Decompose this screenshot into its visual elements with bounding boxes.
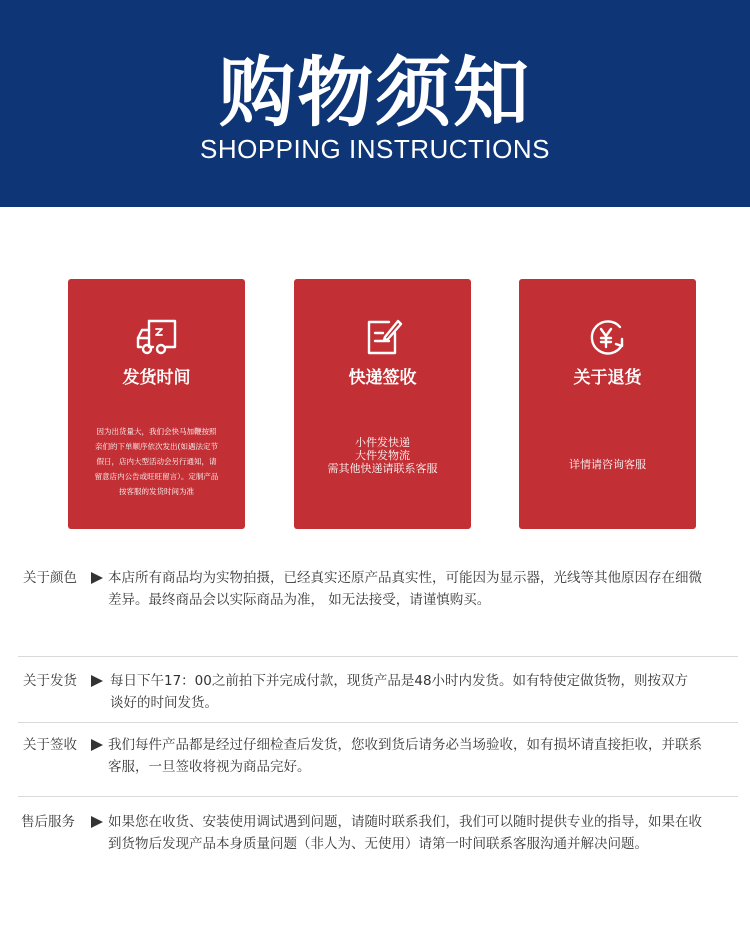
info-text bbox=[108, 811, 744, 855]
card-text-line: 亲们的下单顺序依次发出(如遇法定节 bbox=[95, 442, 218, 451]
info-label: 售后服务 bbox=[21, 814, 75, 830]
card-text-line: 小件发快递 bbox=[355, 436, 410, 449]
info-text-line: 每日下午17：00之前拍下并完成付款，现货产品是48小时内发货。如有特使定做货物，则按双方 bbox=[110, 673, 689, 689]
truck-icon bbox=[68, 317, 245, 361]
yen-refund-icon bbox=[519, 317, 696, 361]
header-banner bbox=[0, 0, 750, 207]
play-arrow-icon bbox=[91, 675, 103, 687]
card-title: 发货时间 bbox=[122, 368, 191, 388]
card-description bbox=[529, 458, 686, 471]
divider bbox=[18, 656, 738, 657]
info-text-line: 客服，一旦签收将视为商品完好。 bbox=[108, 759, 311, 775]
page-title: 购物须知 bbox=[219, 48, 531, 137]
info-text-line: 本店所有商品均为实物拍摄，已经真实还原产品真实性，可能因为显示器，光线等其他原因存在细微 bbox=[108, 570, 702, 586]
card-text-line: 大件发物流 bbox=[355, 449, 410, 462]
info-label: 关于签收 bbox=[23, 737, 77, 753]
info-text-line: 差异。最终商品会以实际商品为准， 如无法接受，请谨慎购买。 bbox=[108, 592, 491, 608]
play-arrow-icon bbox=[91, 572, 103, 584]
info-text bbox=[108, 734, 744, 778]
card-text-line: 因为出货量大，我们会快马加鞭按照 bbox=[96, 427, 217, 436]
info-text bbox=[108, 567, 744, 611]
card-returns bbox=[519, 279, 696, 529]
card-title: 快递签收 bbox=[348, 368, 417, 388]
edit-document-icon bbox=[294, 317, 471, 361]
info-text-line: 到货物后发现产品本身质量问题（非人为、无使用）请第一时间联系客服沟通并解决问题。 bbox=[108, 836, 648, 852]
card-text-line: 假日，店内大型活动会另行通知，请 bbox=[96, 457, 217, 466]
page-subtitle: SHOPPING INSTRUCTIONS bbox=[200, 134, 550, 164]
card-text-line: 需其他快递请联系客服 bbox=[327, 462, 438, 475]
info-label: 关于发货 bbox=[23, 673, 77, 689]
divider bbox=[18, 722, 738, 723]
info-text bbox=[110, 670, 744, 714]
info-label: 关于颜色 bbox=[23, 570, 77, 586]
card-description bbox=[78, 424, 235, 499]
info-text-line: 如果您在收货、安装使用调试遇到问题，请随时联系我们，我们可以随时提供专业的指导，如果在收 bbox=[108, 814, 702, 830]
card-text-line: 留意店内公告或旺旺留言）。定制产品 bbox=[94, 472, 219, 481]
card-text-line: 按客服的发货时间为准 bbox=[119, 487, 194, 496]
divider bbox=[18, 796, 738, 797]
info-text-line: 我们每件产品都是经过仔细检查后发货，您收到货后请务必当场验收，如有损坏请直接拒收，并联系 bbox=[108, 737, 702, 753]
card-title: 关于退货 bbox=[573, 368, 642, 388]
info-text-line: 谈好的时间发货。 bbox=[110, 695, 218, 711]
play-arrow-icon bbox=[91, 739, 103, 751]
play-arrow-icon bbox=[91, 816, 103, 828]
card-shipping-time bbox=[68, 279, 245, 529]
card-text-line: 详情请咨询客服 bbox=[569, 458, 646, 471]
card-description bbox=[304, 436, 461, 475]
card-delivery-signing bbox=[294, 279, 471, 529]
